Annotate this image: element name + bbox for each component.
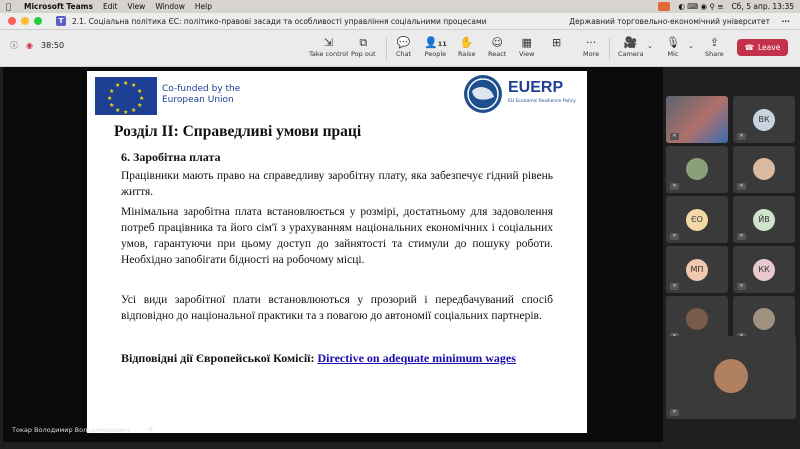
phone-icon: ☎: [744, 43, 755, 52]
directive-link[interactable]: Directive on adequate minimum wages: [317, 351, 516, 365]
participant-photo: [753, 158, 775, 180]
pop-out-icon: ⧉: [359, 36, 368, 49]
participant-tile[interactable]: [666, 96, 728, 143]
participant-tile[interactable]: [666, 336, 796, 419]
slide-related-actions: [121, 350, 561, 366]
info-icon[interactable]: ⓘ: [10, 41, 18, 50]
add-icon[interactable]: +: [147, 425, 155, 435]
slide-logos: [92, 75, 582, 115]
view-icon: ▦: [521, 36, 532, 49]
presenter-label: [12, 425, 157, 435]
organization-name[interactable]: Державний торговельно-економічний університет: [569, 16, 770, 26]
shared-screen-stage[interactable]: [3, 67, 663, 442]
mic-off-icon: ✕: [737, 283, 746, 290]
menu-app-name[interactable]: Microsoft Teams: [24, 2, 93, 11]
take-control-icon: ⇲: [323, 36, 334, 49]
view-label: View: [519, 50, 535, 58]
meeting-toolbar: [0, 30, 800, 67]
slide-paragraph-3: Усі види заробітної плати встановлюються у прозорий і передбачуваний спосіб відповідно до національної практики та з повагою до автономії соціальних партнерів.: [121, 294, 553, 322]
leave-button[interactable]: [737, 39, 788, 56]
related-actions-label: Відповідні дії Європейської Комісії:: [121, 351, 318, 365]
participant-photo: [753, 308, 775, 330]
menu-help[interactable]: Help: [194, 2, 212, 11]
euerp-subtitle: EU Economic Resilience Policy: [508, 99, 576, 104]
macos-menu-bar: [0, 0, 800, 13]
participant-avatar: КК: [753, 259, 775, 281]
participant-photo: [686, 308, 708, 330]
pop-out-button[interactable]: [351, 36, 376, 58]
co-funded-line1: Co-funded by the: [162, 84, 241, 94]
participant-tile[interactable]: [733, 246, 795, 293]
euerp-title: EUERP: [508, 79, 564, 96]
recording-indicator-icon: ◉: [26, 41, 33, 50]
mic-off-icon: ✕: [670, 183, 679, 190]
more-label: More: [583, 50, 600, 58]
apps-button[interactable]: [552, 36, 561, 58]
hand-icon: ✋: [459, 36, 474, 49]
apple-icon[interactable]: [6, 2, 16, 11]
mic-off-icon: ✕: [737, 233, 746, 240]
participant-avatar: ЙВ: [753, 209, 775, 231]
share-label: Share: [705, 50, 724, 58]
window-title-bar: [0, 13, 800, 30]
meeting-timer: 38:50: [40, 41, 65, 50]
participant-avatar: МП: [686, 259, 708, 281]
participant-tile[interactable]: [733, 146, 795, 193]
view-button[interactable]: [519, 36, 534, 58]
participant-photo: [686, 158, 708, 180]
react-label: React: [488, 50, 507, 58]
participant-tile[interactable]: [666, 246, 728, 293]
people-count: 11: [437, 40, 447, 48]
mic-chevron-down-icon[interactable]: ⌄: [688, 42, 694, 50]
people-icon: 👤11: [424, 36, 447, 49]
close-window-button[interactable]: [8, 17, 16, 25]
zoom-window-button[interactable]: [34, 17, 42, 25]
more-options-icon[interactable]: ···: [781, 16, 790, 26]
people-button[interactable]: [424, 36, 447, 58]
camera-button[interactable]: [618, 36, 644, 58]
camera-label: Camera: [618, 50, 644, 58]
co-funded-text: [162, 84, 240, 106]
menu-view[interactable]: View: [127, 2, 146, 11]
people-label: People: [424, 50, 447, 58]
raise-label: Raise: [458, 50, 476, 58]
chat-label: Chat: [396, 50, 412, 58]
mic-off-icon: 🎙: [666, 36, 680, 49]
mic-button[interactable]: [666, 36, 680, 58]
slide-paragraph-1: Працівники мають право на справедливу заробітну плату, яка забезпечує гідний рівень життя.: [121, 170, 553, 198]
plus-square-icon: ⊞: [552, 36, 562, 49]
mic-off-icon: ✕: [670, 233, 679, 240]
presenter-name: Токар Володимир Володимирович: [12, 426, 130, 434]
menu-edit[interactable]: Edit: [102, 2, 118, 11]
chat-button[interactable]: [396, 36, 411, 58]
slide-subtitle: 6. Заробітна плата: [121, 150, 221, 164]
mic-label: Mic: [667, 50, 679, 58]
raise-hand-button[interactable]: [458, 36, 476, 58]
presentation-slide: [87, 71, 587, 433]
share-button[interactable]: [705, 36, 724, 58]
leave-label: Leave: [758, 43, 781, 52]
toolbar-divider: [609, 38, 610, 60]
mic-off-icon: ✕: [670, 409, 679, 416]
toolbar-divider: [386, 38, 387, 60]
euerp-globe-logo: [464, 75, 502, 113]
participant-avatar: ВК: [753, 109, 775, 131]
more-icon: ···: [585, 36, 597, 49]
slide-paragraph-2: Мінімальна заробітна плата встановлюється у розмірі, достатньому для задоволення потреб працівника та його сім'ї з урахуванням національних економічних і соціальних умов, гарантуючи при цьому доступ до зайнятості та стимули до пошуку роботи. Необхідно запобігати бідності на робочому місці.: [121, 206, 553, 266]
co-funded-line2: European Union: [162, 95, 234, 105]
participant-avatar: ЄО: [686, 209, 708, 231]
participant-photo: [714, 359, 748, 393]
participant-tile[interactable]: [666, 196, 728, 243]
teams-icon: T: [56, 16, 66, 26]
pop-out-label: Pop out: [351, 50, 376, 58]
participant-tile[interactable]: [733, 96, 795, 143]
share-icon: ⇪: [709, 36, 719, 49]
recording-icon[interactable]: [658, 2, 670, 11]
participant-tile[interactable]: [666, 146, 728, 193]
status-icons: ◐ ⌨ ◉ ⚲ ≡: [678, 2, 724, 11]
menu-window[interactable]: Window: [155, 2, 185, 11]
take-control-label: Take control: [309, 50, 349, 58]
smile-icon: ☺: [491, 36, 503, 49]
minimize-window-button[interactable]: [21, 17, 29, 25]
participant-tile[interactable]: [733, 196, 795, 243]
camera-off-icon: 🎥: [623, 36, 638, 49]
chat-icon: 💬: [396, 36, 411, 49]
react-button[interactable]: [488, 36, 506, 58]
mic-off-icon: ✕: [737, 183, 746, 190]
take-control-button[interactable]: [309, 36, 348, 58]
eu-flag-logo: ★ ★ ★ ★ ★ ★ ★ ★ ★ ★ ★ ★: [95, 77, 157, 115]
mic-off-icon: ✕: [670, 133, 679, 140]
mic-off-icon: ✕: [670, 283, 679, 290]
slide-title: Розділ ІІ: Справедливі умови праці: [114, 123, 362, 140]
more-button[interactable]: [583, 36, 599, 58]
mic-off-icon: ✕: [737, 133, 746, 140]
presenter-options-icon[interactable]: ···: [135, 426, 142, 434]
window-title: 2.1. Соціальна політика ЄС: політико-правові засади та особливості управління соціальними процесами: [72, 16, 487, 26]
camera-chevron-down-icon[interactable]: ⌄: [647, 42, 653, 50]
clock: Сб, 5 апр. 13:35: [731, 2, 794, 11]
